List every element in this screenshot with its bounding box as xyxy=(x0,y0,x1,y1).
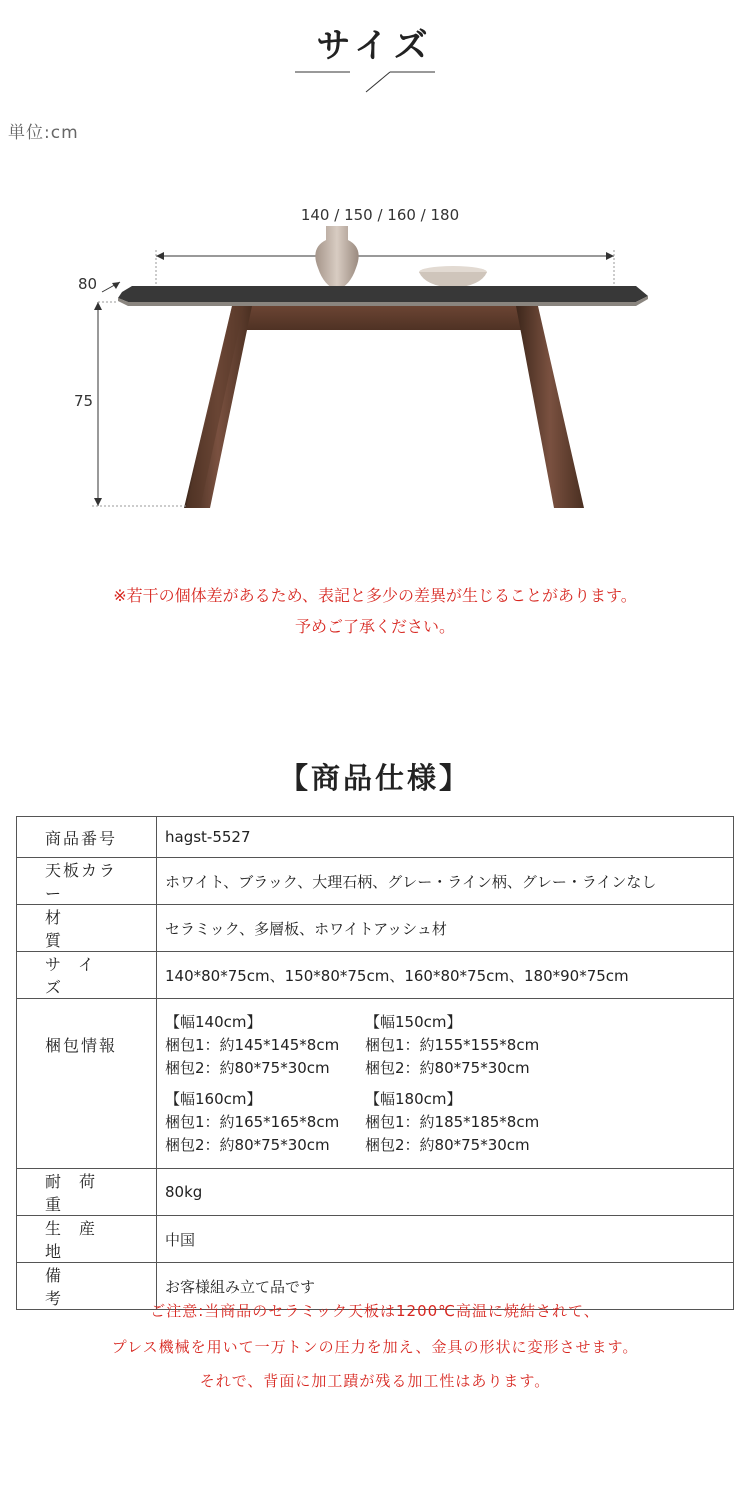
footer-note-line-3: それで、背面に加工蹟が残る加工性はあります。 xyxy=(199,1372,551,1390)
spec-key-packaging: 梱包情報 xyxy=(17,999,157,1169)
packaging-180-line2: 梱包2：約80*75*30cm xyxy=(365,1135,530,1154)
spec-value-material: セラミック、多層板、ホワイトアッシュ材 xyxy=(157,905,734,952)
spec-value-load-capacity: 80kg xyxy=(157,1169,734,1216)
packaging-160-line1: 梱包1：約165*165*8cm xyxy=(165,1112,340,1131)
spec-key-origin-text: 生産地 xyxy=(45,1219,114,1261)
depth-dimension-label: 80 xyxy=(78,275,98,293)
spec-key-top-color: 天板カラー xyxy=(17,858,157,905)
table-row xyxy=(17,905,734,952)
spec-value-remarks: お客様組み立て品です xyxy=(157,1263,734,1310)
spec-key-load-capacity xyxy=(17,1169,157,1216)
spec-key-material-text: 材質 xyxy=(45,908,114,950)
packaging-160 xyxy=(165,1088,365,1157)
table-row xyxy=(17,1216,734,1263)
title-decoration xyxy=(290,66,460,96)
packaging-140-head: 【幅140cm】 xyxy=(165,1012,262,1031)
footer-note-line-2: プレス機械を用いて一万トンの圧力を加え、金具の形状に変形させます。 xyxy=(111,1338,639,1356)
spec-value-top-color: ホワイト、ブラック、大理石柄、グレー・ライン柄、グレー・ラインなし xyxy=(157,858,734,905)
width-dimension-label: 140 / 150 / 160 / 180 xyxy=(300,206,460,224)
packaging-140-line2: 梱包2：約80*75*30cm xyxy=(165,1058,330,1077)
footer-note-line-1: ご注意:当商品のセラミック天板は1200℃高温に焼結されて、 xyxy=(150,1302,600,1320)
table-row xyxy=(17,952,734,999)
packaging-150-line2: 梱包2：約80*75*30cm xyxy=(365,1058,530,1077)
disclaimer-line-2: 予めご了承ください。 xyxy=(294,617,455,636)
size-title: サイズ xyxy=(316,26,434,66)
spec-table xyxy=(16,816,734,1310)
packaging-180 xyxy=(365,1088,565,1157)
spec-key-remarks-text: 備考 xyxy=(45,1266,114,1308)
packaging-150-head: 【幅150cm】 xyxy=(365,1012,462,1031)
spec-title: 【商品仕様】 xyxy=(278,761,471,795)
spec-value-product-number: hagst-5527 xyxy=(157,817,734,858)
packaging-140 xyxy=(165,1011,365,1080)
packaging-180-head: 【幅180cm】 xyxy=(365,1089,462,1108)
packaging-150 xyxy=(365,1011,565,1080)
height-dimension-label: 75 xyxy=(74,392,94,410)
disclaimer-line-1: ※若干の個体差があるため、表記と多少の差異が生じることがあります。 xyxy=(113,586,637,605)
spec-key-product-number: 商品番号 xyxy=(17,817,157,858)
table-row xyxy=(17,858,734,905)
spec-key-size-text: サイズ xyxy=(45,955,112,997)
spec-value-packaging xyxy=(157,999,734,1169)
packaging-160-line2: 梱包2：約80*75*30cm xyxy=(165,1135,330,1154)
packaging-150-line1: 梱包1：約155*155*8cm xyxy=(365,1035,540,1054)
table-row xyxy=(17,817,734,858)
table-row xyxy=(17,999,734,1169)
unit-label: 単位:cm xyxy=(8,123,79,143)
packaging-140-line1: 梱包1：約145*145*8cm xyxy=(165,1035,340,1054)
packaging-180-line1: 梱包1：約185*185*8cm xyxy=(365,1112,540,1131)
spec-value-origin: 中国 xyxy=(157,1216,734,1263)
spec-key-load-text: 耐荷重 xyxy=(45,1172,114,1214)
spec-key-material xyxy=(17,905,157,952)
packaging-160-head: 【幅160cm】 xyxy=(165,1089,262,1108)
spec-key-origin xyxy=(17,1216,157,1263)
table-row xyxy=(17,1169,734,1216)
spec-value-size: 140*80*75cm、150*80*75cm、160*80*75cm、180*90*75cm xyxy=(157,952,734,999)
table-illustration xyxy=(0,220,750,520)
spec-key-size xyxy=(17,952,157,999)
